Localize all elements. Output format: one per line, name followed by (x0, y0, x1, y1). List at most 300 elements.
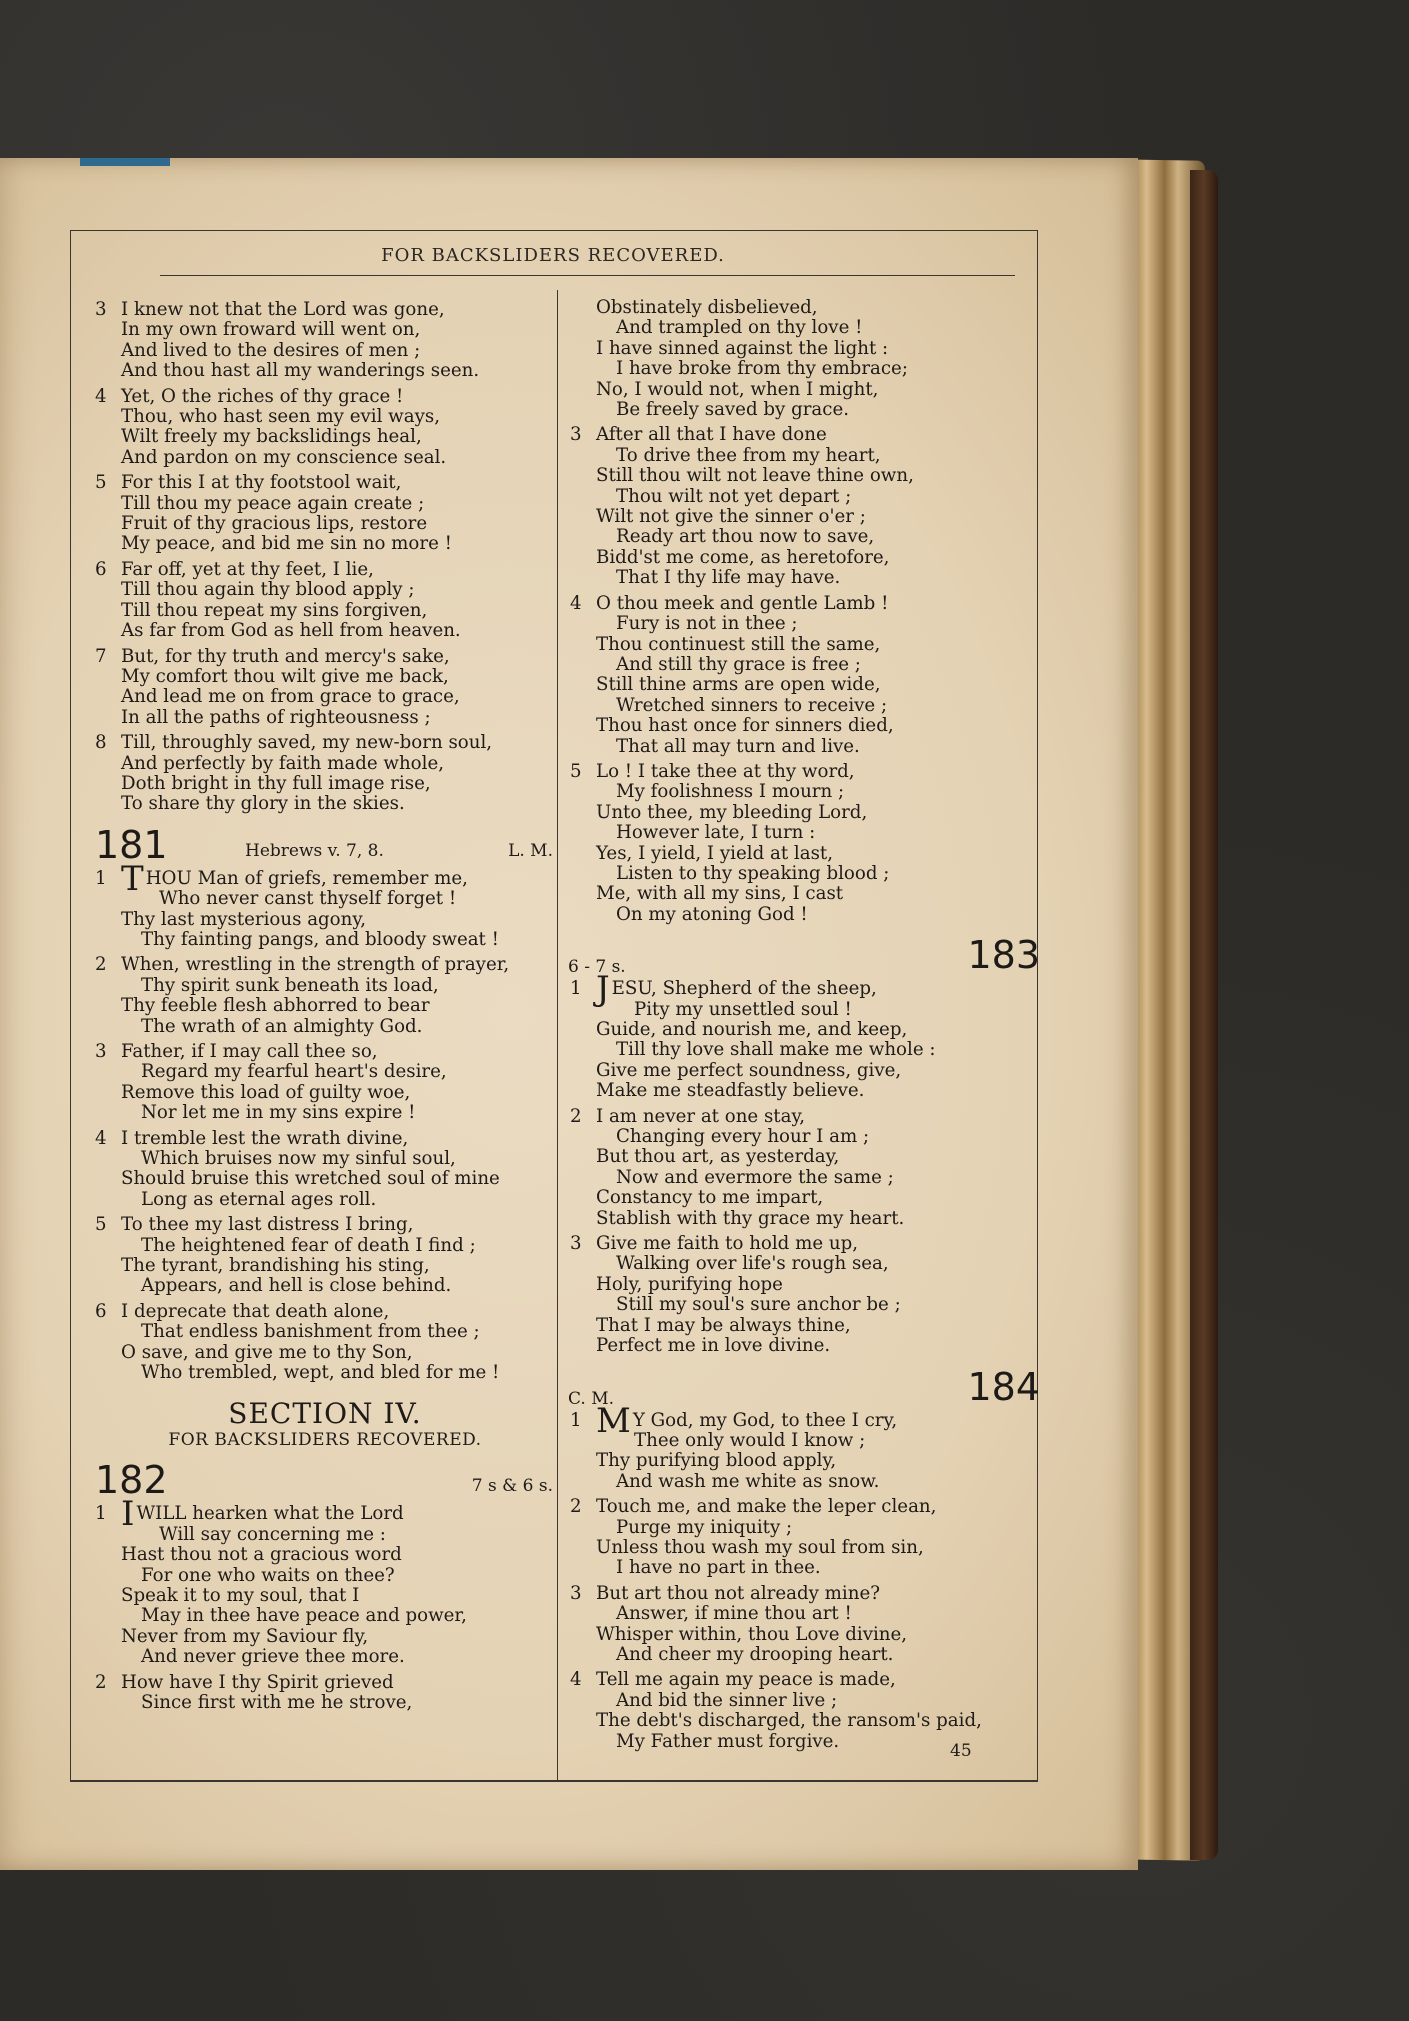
line-text: Till thou repeat my sins forgiven, (121, 599, 428, 621)
line-text: Give me faith to hold me up, (596, 1233, 859, 1255)
hymn-182-body (95, 1494, 555, 1713)
running-header: FOR BACKSLIDERS RECOVERED. (381, 245, 725, 266)
line-text: I knew not that the Lord was gone, (121, 299, 445, 320)
verse-number: 1 (95, 1503, 107, 1525)
verse (95, 955, 555, 1037)
hymn-184-header (568, 1364, 1040, 1409)
line-text: Thy feeble flesh abhorred to bear (121, 995, 430, 1017)
verse-line (95, 1103, 555, 1123)
line-text: The debt's discharged, the ransom's paid, (596, 1710, 982, 1732)
drop-cap: T (121, 858, 144, 899)
line-text: That endless banishment from thee ; (141, 1321, 480, 1343)
line-text: Fruit of thy gracious lips, restore (121, 513, 428, 535)
verse-number: 4 (570, 1669, 582, 1691)
line-text: That I may be always thine, (596, 1314, 851, 1336)
verse (95, 1215, 555, 1297)
hymn-184-body (570, 1400, 1040, 1753)
verse-line (570, 1168, 1040, 1188)
line-text: Till, throughly saved, my new-born soul, (121, 732, 493, 754)
verse-line (570, 844, 1040, 864)
verse-line (570, 1604, 1040, 1624)
line-text: Wilt not give the sinner o'er ; (596, 506, 866, 528)
line-text: Be freely saved by grace. (616, 399, 849, 421)
verse-line (570, 635, 1040, 655)
line-text: Which bruises now my sinful soul, (141, 1148, 456, 1170)
line-text: Make me steadfastly believe. (596, 1080, 865, 1102)
line-text: WILL hearken what the Lord (136, 1503, 404, 1525)
verse-line (95, 910, 555, 930)
verse-number: 4 (95, 1127, 107, 1149)
line-text: Thou continuest still the same, (596, 633, 881, 655)
line-text: Hast thou not a gracious word (121, 1544, 402, 1566)
verse-line (95, 1647, 555, 1667)
line-text: Far off, yet at thy feet, I lie, (121, 558, 374, 580)
verse-line (570, 1234, 1040, 1254)
hymn-number: 183 (967, 933, 1040, 978)
verse (570, 1107, 1040, 1229)
verse-line (95, 1169, 555, 1189)
verse-line (95, 1673, 555, 1693)
verse-line (570, 696, 1040, 716)
verse-line (570, 1020, 1040, 1040)
verse-number: 3 (570, 424, 582, 446)
verse (570, 1584, 1040, 1666)
line-text: Still thine arms are open wide, (596, 674, 881, 696)
verse-line (95, 341, 555, 361)
verse-number: 1 (95, 867, 107, 889)
verse-line (570, 507, 1040, 527)
verse-line (570, 1209, 1040, 1229)
verse (570, 1670, 1040, 1752)
line-text: To drive thee from my heart, (616, 444, 881, 466)
verse-number: 4 (95, 385, 107, 407)
line-text: And cheer my drooping heart. (616, 1643, 894, 1665)
line-text: To share thy glory in the skies. (121, 793, 405, 815)
verse-line (570, 1518, 1040, 1538)
verse-line (570, 1316, 1040, 1336)
line-text: Till thou my peace again create ; (121, 492, 425, 514)
verse (95, 1673, 555, 1714)
line-text: The wrath of an almighty God. (141, 1015, 423, 1037)
verse (570, 298, 1040, 420)
line-text: Wretched sinners to receive ; (616, 694, 888, 716)
line-text: Thou, who hast seen my evil ways, (121, 406, 440, 428)
verse-line (95, 1276, 555, 1296)
verse-line (570, 594, 1040, 614)
verse-number: 1 (570, 978, 582, 1000)
line-text: Bidd'st me come, as heretofore, (596, 546, 890, 568)
line-text: Obstinately disbelieved, (596, 297, 818, 318)
verse-line (95, 580, 555, 600)
verse-line (570, 1188, 1040, 1208)
verse-line (95, 996, 555, 1016)
verse-line (95, 1343, 555, 1363)
verse-line (570, 1336, 1040, 1356)
verse-number: 1 (570, 1409, 582, 1431)
verse-line (95, 407, 555, 427)
verse-line (570, 655, 1040, 675)
verse-number: 2 (95, 954, 107, 976)
verse-line (570, 446, 1040, 466)
verse-line (570, 318, 1040, 338)
line-text: ESU, Shepherd of the sheep, (611, 978, 877, 1000)
line-text: Constancy to me impart, (596, 1187, 824, 1209)
line-text: I deprecate that death alone, (121, 1300, 390, 1322)
line-text: Still thou wilt not leave thine own, (596, 465, 914, 487)
verse-line (95, 1129, 555, 1149)
line-text: I have no part in thee. (616, 1557, 821, 1579)
verse-line (95, 754, 555, 774)
verse-line (95, 794, 555, 814)
verse-line (95, 733, 555, 753)
verse-number: 3 (570, 1233, 582, 1255)
verse-line (95, 1062, 555, 1082)
verse-line (95, 1566, 555, 1586)
verse-line (570, 1275, 1040, 1295)
verse-line (570, 1670, 1040, 1690)
hymn-183-header (568, 933, 1040, 978)
verse-line (570, 1081, 1040, 1101)
line-text: Changing every hour I am ; (616, 1126, 870, 1148)
line-text: Thee only would I know ; (634, 1429, 866, 1451)
line-text: Tell me again my peace is made, (596, 1669, 896, 1691)
verse-line (570, 1127, 1040, 1147)
line-text: May in thee have peace and power, (141, 1605, 467, 1627)
verse-line (570, 782, 1040, 802)
line-text: But art thou not already mine? (596, 1582, 880, 1604)
verse-number: 7 (95, 645, 107, 667)
verse-line (570, 527, 1040, 547)
verse (95, 858, 555, 951)
line-text: My peace, and bid me sin no more ! (121, 533, 452, 555)
verse-line (570, 614, 1040, 634)
verse-line (95, 473, 555, 493)
verse-number: 5 (95, 1214, 107, 1236)
verse (95, 473, 555, 555)
hymn-number: 184 (967, 1364, 1040, 1409)
meter-label: 7 s & 6 s. (471, 1476, 553, 1497)
line-text: Regard my fearful heart's desire, (141, 1061, 447, 1083)
line-text: The tyrant, brandishing his sting, (121, 1255, 430, 1277)
verse-number: 2 (95, 1671, 107, 1693)
verse-line (570, 1061, 1040, 1081)
line-text: I have sinned against the light : (596, 337, 889, 359)
verse-line (95, 1606, 555, 1626)
verse-line (95, 1363, 555, 1383)
verse-line (95, 1236, 555, 1256)
line-text: Remove this load of guilty woe, (121, 1081, 411, 1103)
verse-line (570, 400, 1040, 420)
line-text: Ready art thou now to save, (616, 526, 875, 548)
hymn-182-continued (570, 298, 1040, 925)
verse-line (95, 1256, 555, 1276)
verse-line (95, 1149, 555, 1169)
verse-line (95, 601, 555, 621)
line-text: Walking over life's rough sea, (616, 1253, 889, 1275)
line-text: Unto thee, my bleeding Lord, (596, 801, 868, 823)
verse-line (95, 667, 555, 687)
line-text: Who trembled, wept, and bled for me ! (141, 1362, 500, 1384)
line-text: Yet, O the riches of thy grace ! (121, 385, 404, 407)
line-text: Answer, if mine thou art ! (616, 1603, 852, 1625)
verse-line (95, 687, 555, 707)
verse-line (95, 427, 555, 447)
line-text: In my own froward will went on, (121, 319, 421, 341)
line-text: My comfort thou wilt give me back, (121, 665, 449, 687)
verse-line (95, 955, 555, 975)
verse-line (95, 1042, 555, 1062)
meter-label: C. M. (568, 1388, 615, 1409)
verse-line (570, 339, 1040, 359)
verse (570, 1497, 1040, 1579)
verse-line (570, 675, 1040, 695)
verse-line (570, 864, 1040, 884)
line-text: Thy last mysterious agony, (121, 908, 366, 930)
line-text: Lo ! I take thee at thy word, (596, 760, 855, 782)
verse-line (570, 1254, 1040, 1274)
line-text: Stablish with thy grace my heart. (596, 1207, 905, 1229)
verse-line (570, 1645, 1040, 1665)
line-text: Should bruise this wretched soul of mine (121, 1168, 500, 1190)
verse-line (570, 823, 1040, 843)
line-text: Who never canst thyself forget ! (159, 888, 457, 910)
hymn-181-header (95, 822, 555, 867)
line-text: O save, and give me to thy Son, (121, 1341, 413, 1363)
verse-line (95, 1525, 555, 1545)
verse-line (570, 1451, 1040, 1471)
verse-line (570, 737, 1040, 757)
line-text: Give me perfect soundness, give, (596, 1059, 902, 1081)
line-text: That I thy life may have. (616, 567, 841, 589)
line-text: In all the paths of righteousness ; (121, 706, 431, 728)
verse-line (95, 621, 555, 641)
line-text: Till thou again thy blood apply ; (121, 579, 415, 601)
line-text: After all that I have done (596, 424, 827, 446)
verse-line (95, 534, 555, 554)
verse-line (570, 1295, 1040, 1315)
verse-line (95, 1545, 555, 1565)
verse-number: 4 (570, 592, 582, 614)
hymn-181-body (95, 858, 555, 1384)
line-text: Father, if I may call thee so, (121, 1041, 378, 1062)
verse-line (95, 1215, 555, 1235)
verse-number: 8 (95, 732, 107, 754)
column-divider (557, 290, 558, 1780)
line-text: Touch me, and make the leper clean, (596, 1496, 937, 1518)
line-text: Nor let me in my sins expire ! (141, 1102, 416, 1124)
verse (95, 1302, 555, 1384)
verse-line (95, 387, 555, 407)
line-text: And trampled on thy love ! (616, 317, 863, 339)
verse-line (570, 568, 1040, 588)
line-text: For one who waits on thee? (141, 1564, 395, 1586)
verse-line (570, 803, 1040, 823)
verse-line (570, 1040, 1040, 1060)
verse (570, 425, 1040, 588)
line-text: The heightened fear of death I find ; (141, 1234, 476, 1256)
line-text: But thou art, as yesterday, (596, 1146, 840, 1168)
header-rule (160, 275, 1015, 276)
verse (95, 300, 555, 382)
right-column (570, 298, 1040, 1757)
verse-line (95, 361, 555, 381)
verse-line (95, 448, 555, 468)
verse-line (570, 298, 1040, 318)
verse (95, 1129, 555, 1211)
verse-line (95, 1190, 555, 1210)
verse-line (95, 930, 555, 950)
verse-line (570, 1497, 1040, 1517)
verse-number: 3 (95, 299, 107, 320)
verse-number: 6 (95, 1300, 107, 1322)
line-text: Me, with all my sins, I cast (596, 883, 844, 905)
scripture-reference: Hebrews v. 7, 8. (245, 840, 384, 861)
line-text: And lead me on from grace to grace, (121, 686, 460, 708)
line-text: And pardon on my conscience seal. (121, 446, 447, 468)
line-text: Pity my unsettled soul ! (634, 998, 852, 1020)
hymn-number: 181 (95, 822, 168, 867)
line-text: And lived to the desires of men ; (121, 339, 421, 361)
verse-line (570, 548, 1040, 568)
verse-number: 3 (95, 1041, 107, 1062)
line-text: I tremble lest the wrath divine, (121, 1127, 409, 1149)
line-text: Guide, and nourish me, and keep, (596, 1019, 908, 1040)
verse-number: 3 (570, 1582, 582, 1604)
line-text: Appears, and hell is close behind. (141, 1275, 452, 1297)
verse (95, 560, 555, 642)
verse-line (95, 300, 555, 320)
line-text: Still my soul's sure anchor be ; (616, 1294, 901, 1316)
drop-cap: J (596, 969, 610, 1010)
line-text: And thou hast all my wanderings seen. (121, 360, 480, 382)
verse-line (570, 716, 1040, 736)
verse-line (95, 1302, 555, 1322)
line-text: HOU Man of griefs, remember me, (145, 867, 468, 889)
line-text: My Father must forgive. (616, 1730, 840, 1752)
line-text: Purge my iniquity ; (616, 1516, 793, 1538)
drop-cap: M (596, 1400, 631, 1441)
verse-line (570, 1558, 1040, 1578)
line-text: I have broke from thy embrace; (616, 358, 908, 380)
line-text: Thy purifying blood apply, (596, 1450, 837, 1472)
line-text: Thou hast once for sinners died, (596, 715, 894, 737)
hymn-183-body (570, 969, 1040, 1357)
line-text: And bid the sinner live ; (616, 1689, 838, 1711)
verse-line (570, 762, 1040, 782)
line-text: Wilt freely my backslidings heal, (121, 426, 422, 448)
verse-line (570, 380, 1040, 400)
line-text: Thy fainting pangs, and bloody sweat ! (141, 928, 499, 950)
line-text: How have I thy Spirit grieved (121, 1671, 394, 1693)
verse-line (95, 774, 555, 794)
verse-line (570, 1711, 1040, 1731)
line-text: Yes, I yield, I yield at last, (596, 842, 834, 864)
verse-line (95, 514, 555, 534)
verse (570, 594, 1040, 757)
left-column (95, 300, 555, 1718)
line-text: I am never at one stay, (596, 1105, 806, 1127)
line-text: Thy spirit sunk beneath its load, (141, 974, 439, 996)
line-text: Unless thou wash my soul from sin, (596, 1536, 924, 1558)
line-text: However late, I turn : (616, 822, 816, 844)
verse-line (570, 905, 1040, 925)
verse (95, 647, 555, 729)
verse (570, 969, 1040, 1102)
verse-line (570, 466, 1040, 486)
verse-line (570, 1472, 1040, 1492)
verse-line (570, 359, 1040, 379)
verse-line (570, 1107, 1040, 1127)
verse-line (95, 320, 555, 340)
verse (570, 762, 1040, 925)
line-text: No, I would not, when I might, (596, 378, 879, 400)
line-text: Long as eternal ages roll. (141, 1188, 377, 1210)
line-text: And perfectly by faith made whole, (121, 752, 444, 774)
verse-line (95, 1083, 555, 1103)
verse-line (570, 1431, 1040, 1451)
meter-label: L. M. (508, 840, 553, 861)
line-text: Perfect me in love divine. (596, 1335, 831, 1357)
line-text: Holy, purifying hope (596, 1273, 783, 1295)
line-text: Never from my Saviour fly, (121, 1625, 369, 1647)
verse-line (570, 1584, 1040, 1604)
verse-number: 2 (570, 1496, 582, 1518)
verse-line (95, 889, 555, 909)
line-text: Fury is not in thee ; (616, 613, 798, 635)
line-text: As far from God as hell from heaven. (121, 620, 461, 642)
ribbon-mark (80, 158, 170, 166)
verse-line (570, 487, 1040, 507)
verse-line (570, 1000, 1040, 1020)
section-subtitle: FOR BACKSLIDERS RECOVERED. (168, 1429, 482, 1450)
verse-line (95, 1017, 555, 1037)
verse-line (95, 494, 555, 514)
line-text: Now and evermore the same ; (616, 1166, 894, 1188)
verse-line (95, 1322, 555, 1342)
book-cover-edge (1190, 170, 1218, 1860)
verse (95, 733, 555, 815)
verse-line (570, 1538, 1040, 1558)
verse-line (95, 647, 555, 667)
verse-line (95, 1586, 555, 1606)
section-title: SECTION IV. (228, 1396, 422, 1430)
verse-line (570, 884, 1040, 904)
line-text: And still thy grace is free ; (616, 653, 861, 675)
hymn-180-continued (95, 300, 555, 815)
verse-number: 6 (95, 558, 107, 580)
verse-line (95, 560, 555, 580)
drop-cap: I (121, 1494, 135, 1535)
line-text: To thee my last distress I bring, (121, 1214, 414, 1236)
verse (570, 1234, 1040, 1356)
verse (570, 1400, 1040, 1493)
line-text: That all may turn and live. (616, 735, 860, 757)
line-text: Will say concerning me : (159, 1523, 386, 1545)
verse-line (570, 1625, 1040, 1645)
verse (95, 1494, 555, 1668)
line-text: My foolishness I mourn ; (616, 781, 845, 803)
verse (95, 1042, 555, 1124)
line-text: When, wrestling in the strength of prayer, (121, 954, 510, 976)
footer-rule (70, 1780, 1038, 1782)
verse-line (95, 1627, 555, 1647)
hymn-182-header (95, 1458, 555, 1503)
line-text: Y God, my God, to thee I cry, (632, 1409, 898, 1431)
page-number: 45 (950, 1741, 972, 1761)
line-text: Doth bright in thy full image rise, (121, 772, 431, 794)
meter-label: 6 - 7 s. (568, 957, 626, 978)
verse-line (95, 976, 555, 996)
